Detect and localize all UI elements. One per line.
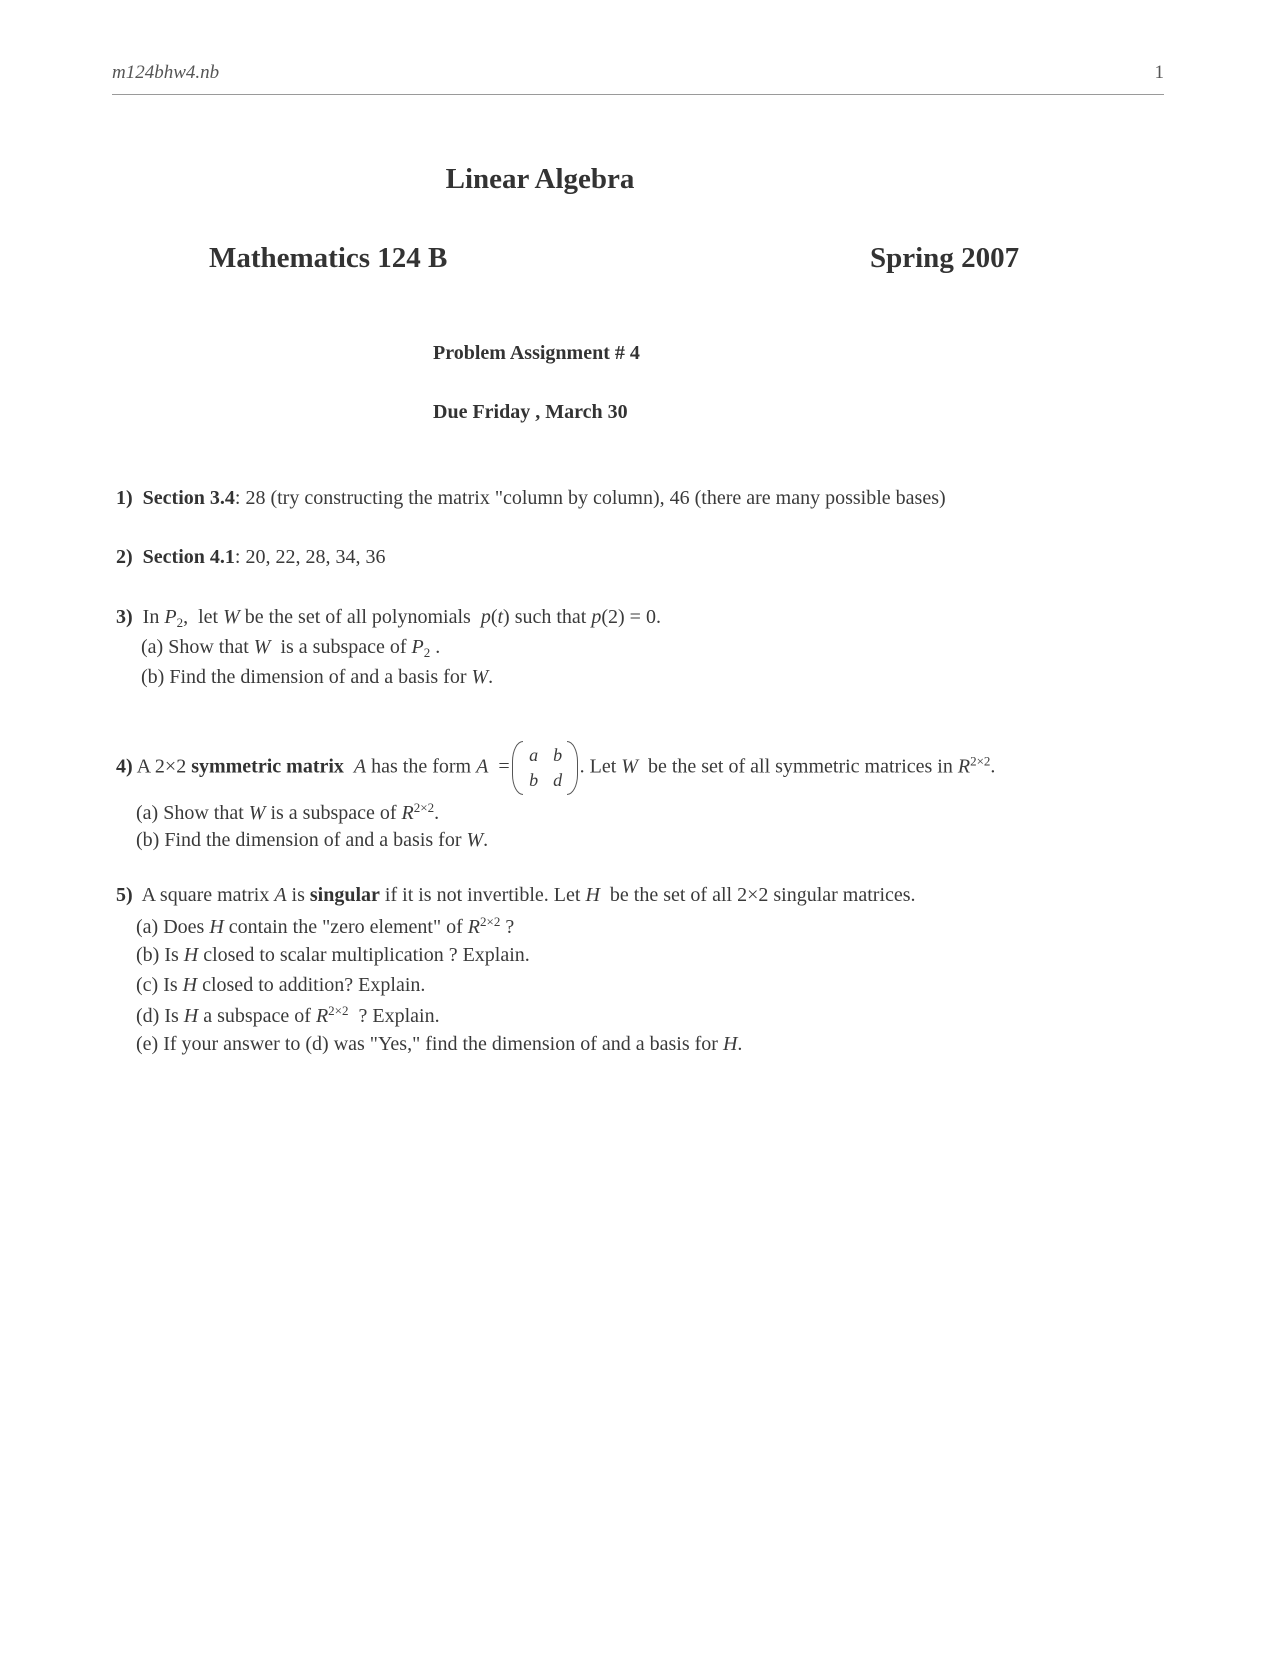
problem-4-number: 4) bbox=[116, 755, 133, 778]
header-page-number: 1 bbox=[1154, 62, 1164, 83]
problem-4-intro: 4) A 2×2 symmetric matrix A has the form A = a b b d . Let W be the set of all symmetric matrices in $R^{2\times 2}$. bbox=[116, 741, 995, 795]
problem-5-intro-text: A square matrix bbox=[141, 884, 270, 906]
problem-3-part-b: (b) Find the dimension of and a basis for W. bbox=[141, 666, 494, 688]
problem-4-mid-text: has the form bbox=[371, 755, 472, 778]
problem-5e-text: (e) If your answer to (d) was "Yes," find the dimension of and a basis for bbox=[136, 1033, 718, 1055]
problem-3a-mid: is a subspace of bbox=[280, 636, 407, 658]
problem-5-is: is bbox=[291, 884, 305, 906]
due-date: Due Friday , March 30 bbox=[433, 401, 628, 423]
course-term: Spring 2007 bbox=[870, 242, 1020, 274]
problem-3-part-a: (a) Show that W is a subspace of $P_2$ . bbox=[141, 636, 441, 660]
problem-5-part-b: (b) Is H closed to scalar multiplication ? Explain. bbox=[136, 944, 530, 966]
problem-5b-mid: closed to scalar multiplication ? Explain. bbox=[203, 944, 530, 966]
problem-4-part-a: (a) Show that W is a subspace of $R^{2\times 2}$. bbox=[136, 800, 440, 824]
problem-5-number: 5) bbox=[116, 884, 133, 906]
symmetric-matrix bbox=[512, 741, 578, 795]
problem-3a-text: (a) Show that bbox=[141, 636, 249, 658]
problem-1-text: : 28 (try constructing the matrix "column by column), 46 (there are many possible bases) bbox=[234, 487, 946, 509]
problem-1-section: Section 3.4 bbox=[142, 487, 235, 509]
problem-5c-mid: closed to addition? Explain. bbox=[202, 974, 426, 996]
problem-4-bold-term: symmetric matrix bbox=[191, 755, 344, 778]
problem-2-section: Section 4.1 bbox=[142, 546, 235, 568]
problem-5c-text: (c) Is bbox=[136, 974, 178, 996]
assignment-title: Problem Assignment # 4 bbox=[433, 342, 640, 364]
matrix-right-paren bbox=[567, 741, 578, 795]
document-title: Linear Algebra bbox=[445, 163, 635, 195]
problem-1 bbox=[116, 487, 946, 510]
problem-5a-mid: contain the "zero element" of bbox=[228, 916, 463, 938]
problem-2-number: 2) bbox=[116, 546, 133, 568]
problem-3b-text: (b) Find the dimension of and a basis for bbox=[141, 666, 467, 688]
problem-1-number: 1) bbox=[116, 487, 133, 509]
problem-5-bold-term: singular bbox=[309, 884, 380, 906]
problem-5-part-c: (c) Is H closed to addition? Explain. bbox=[136, 974, 426, 996]
problem-4a-mid: is a subspace of bbox=[270, 802, 397, 824]
problem-5d-mid: a subspace of bbox=[203, 1005, 311, 1027]
problem-4a-text: (a) Show that bbox=[136, 802, 244, 824]
problem-5-part-e: (e) If your answer to (d) was "Yes," find the dimension of and a basis for H. bbox=[136, 1033, 743, 1055]
problem-4-part-b: (b) Find the dimension of and a basis for W. bbox=[136, 829, 489, 851]
problem-3-intro: 3) In $P_2$, let W be the set of all polynomials p(t) such that p(2) = 0. bbox=[116, 606, 661, 630]
problem-5-rest: if it is not invertible. Let bbox=[384, 884, 581, 906]
matrix-cell: a bbox=[529, 745, 539, 765]
problem-4-intro-text: A 2×2 bbox=[136, 755, 187, 778]
problem-5-part-d: (d) Is H a subspace of $R^{2\times 2}$ ? Explain. bbox=[136, 1003, 440, 1027]
problem-5b-text: (b) Is bbox=[136, 944, 179, 966]
matrix-left-paren bbox=[512, 741, 523, 795]
header-rule bbox=[112, 94, 1164, 95]
course-name: Mathematics 124 B bbox=[209, 242, 448, 274]
problem-5a-text: (a) Does bbox=[136, 916, 205, 938]
problem-5-tail: be the set of all 2×2 singular matrices. bbox=[609, 884, 916, 906]
matrix-cell: b bbox=[553, 745, 563, 765]
problem-5d-end: ? Explain. bbox=[358, 1005, 440, 1027]
problem-4b-text: (b) Find the dimension of and a basis for bbox=[136, 829, 462, 851]
problem-5-intro: 5) A square matrix A is singular if it is not invertible. Let H be the set of all 2×2 singular matrices. bbox=[116, 884, 916, 906]
problem-4-after-text: . Let bbox=[579, 755, 617, 778]
problem-5d-text: (d) Is bbox=[136, 1005, 179, 1027]
problem-2 bbox=[116, 546, 385, 569]
matrix-cell: b bbox=[529, 770, 539, 790]
problem-5-part-a: (a) Does H contain the "zero element" of $R^{2\times 2}$ ? bbox=[136, 914, 515, 938]
problem-4-tail-text: be the set of all symmetric matrices in bbox=[647, 755, 953, 778]
matrix-cell: d bbox=[553, 770, 563, 790]
problem-2-text: : 20, 22, 28, 34, 36 bbox=[234, 546, 386, 568]
header-filename: m124bhw4.nb bbox=[112, 62, 220, 83]
problem-3-number: 3) bbox=[116, 606, 133, 628]
